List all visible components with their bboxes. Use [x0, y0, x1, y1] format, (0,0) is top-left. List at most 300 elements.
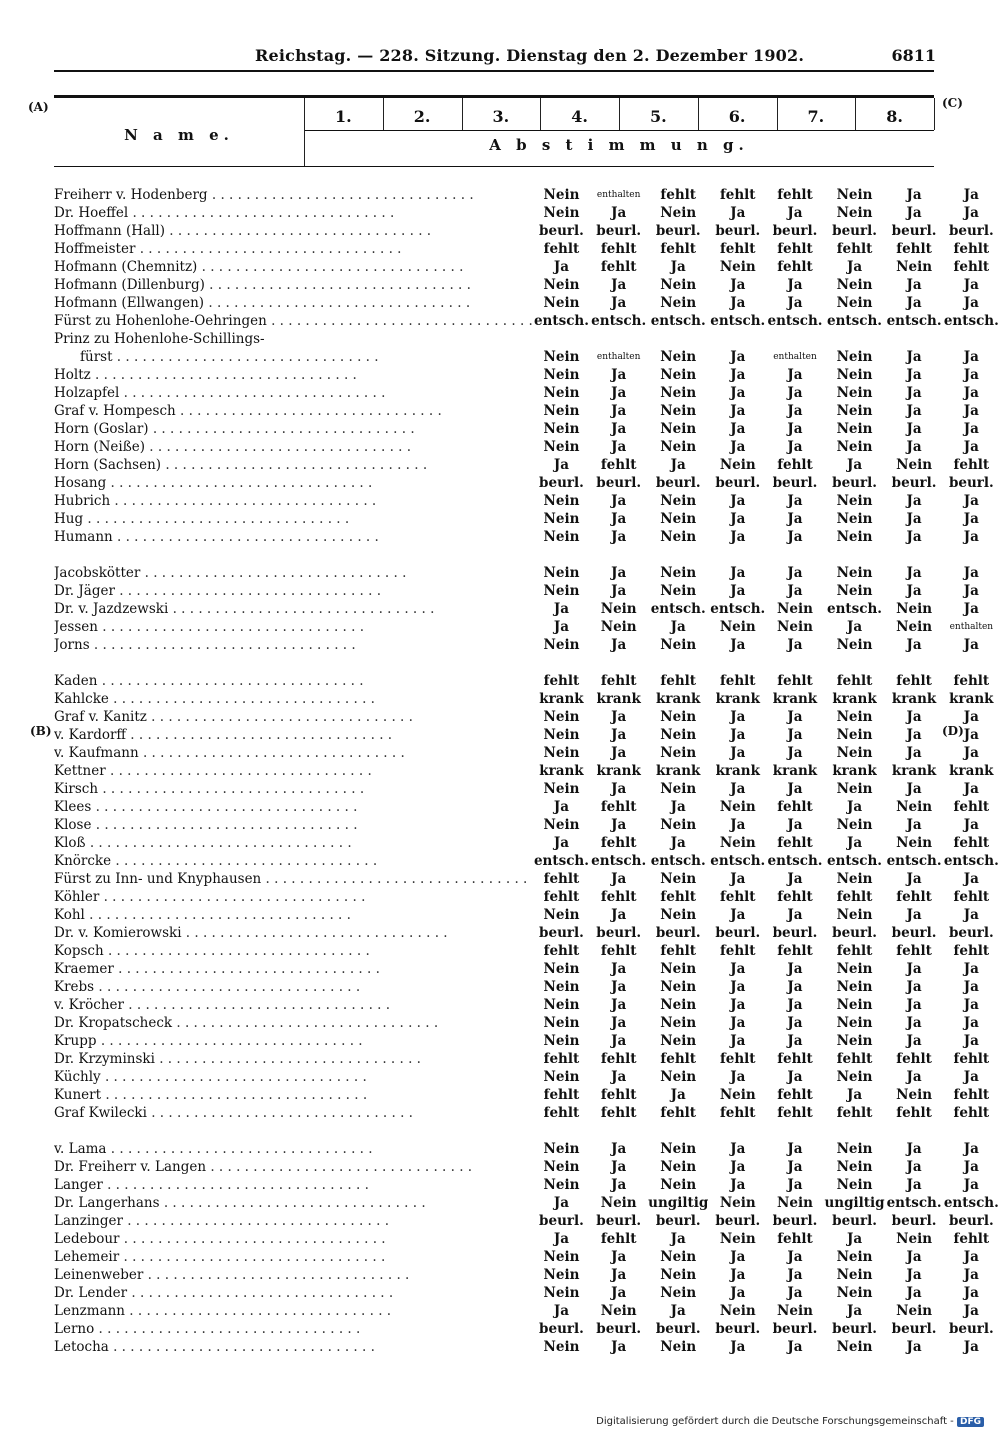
vote-cell: beurl.	[539, 925, 584, 941]
vote-cell: entsch.	[943, 313, 999, 329]
vote-cell: Ja	[730, 1339, 746, 1355]
vote-cell: Nein	[896, 601, 933, 617]
vote-cell: Ja	[963, 745, 979, 761]
vote-cell: Ja	[611, 1249, 627, 1265]
vote-cell: krank	[715, 763, 760, 779]
vote-cell: Nein	[543, 565, 580, 581]
vote-cell: krank	[772, 691, 818, 707]
leader-dots: . . . . . . . . . . . . . . . . . . . . . . . . . . . . . . .	[108, 691, 375, 707]
vote-cell: Nein	[660, 583, 697, 599]
member-name-text: Graf Kwilecki	[54, 1105, 147, 1121]
vote-cell	[943, 330, 1000, 348]
leader-dots: . . . . . . . . . . . . . . . . . . . . . . . . . . . . . . .	[110, 493, 377, 509]
member-name	[54, 438, 533, 456]
member-name	[54, 816, 533, 834]
vote-cell: fehlt	[953, 943, 990, 959]
vote-cell: fehlt	[600, 673, 637, 689]
vote-cell: Ja	[906, 781, 922, 797]
member-name-text: Krebs	[54, 979, 95, 995]
table-row	[54, 528, 1000, 546]
member-name	[54, 384, 533, 402]
vote-cell: enthalten	[773, 352, 817, 362]
member-name-text: v. Kaufmann	[54, 745, 139, 761]
vote-cell: Ja	[963, 205, 979, 221]
leader-dots: . . . . . . . . . . . . . . . . . . . . . . . . . . . . . . .	[204, 277, 471, 293]
vote-cell: Ja	[787, 781, 803, 797]
vote-cell: Nein	[836, 1285, 873, 1301]
table-row	[54, 1230, 1000, 1248]
vote-cell: Ja	[846, 799, 863, 815]
vote-cell: Ja	[963, 781, 979, 797]
vote-cell: Ja	[730, 997, 746, 1013]
member-name-text: Horn (Goslar)	[54, 421, 149, 437]
vote-cell: ungiltig	[648, 1195, 709, 1211]
column-divider	[304, 98, 305, 166]
vote-cell: Ja	[611, 745, 627, 761]
vote-cell: Nein	[896, 457, 933, 473]
member-name	[54, 852, 533, 870]
vote-cell: fehlt	[600, 1051, 637, 1067]
member-name	[54, 456, 533, 474]
column-number-rule	[304, 130, 934, 131]
table-row	[54, 1068, 1000, 1086]
leader-dots: . . . . . . . . . . . . . . . . . . . . . . . . . . . . . . .	[204, 295, 471, 311]
leader-dots: . . . . . . . . . . . . . . . . . . . . . . . . . . . . . . .	[145, 439, 412, 455]
vote-cell: Ja	[906, 385, 922, 401]
column-divider	[540, 98, 541, 130]
member-name	[54, 942, 533, 960]
vote-cell: Ja	[963, 187, 979, 203]
vote-cell: Ja	[730, 1285, 746, 1301]
vote-cell: Ja	[963, 367, 979, 383]
vote-cell: Ja	[906, 565, 922, 581]
vote-cell: Nein	[660, 637, 697, 653]
table-row	[54, 924, 1000, 942]
member-name-text: Hosang	[54, 475, 107, 491]
vote-cell: Nein	[836, 1267, 873, 1283]
leader-dots: . . . . . . . . . . . . . . . . . . . . . . . . . . . . . . .	[140, 565, 407, 581]
vote-cell: Nein	[836, 1141, 873, 1157]
vote-cell: Nein	[719, 799, 756, 815]
member-name-text: Fürst zu Inn- und Knyphausen	[54, 871, 262, 887]
vote-cell: Ja	[787, 205, 803, 221]
vote-cell: Nein	[836, 277, 873, 293]
table-row	[54, 186, 1000, 204]
vote-cell: Ja	[963, 871, 979, 887]
vote-cell: fehlt	[953, 1087, 990, 1103]
vote-cell: Ja	[730, 1033, 746, 1049]
group-spacer	[54, 1122, 1000, 1140]
table-row	[54, 1014, 1000, 1032]
member-name-text: Graf v. Hompesch	[54, 403, 176, 419]
vote-cell: Ja	[730, 961, 746, 977]
vote-cell: Ja	[611, 367, 627, 383]
leader-dots: . . . . . . . . . . . . . . . . . . . . . . . . . . . . . . .	[106, 475, 373, 491]
vote-cell: krank	[656, 763, 701, 779]
footer-credit	[596, 1416, 984, 1427]
vote-cell: fehlt	[836, 241, 873, 257]
leader-dots: . . . . . . . . . . . . . . . . . . . . . . . . . . . . . . .	[112, 349, 379, 365]
member-name-text: Kunert	[54, 1087, 102, 1103]
vote-cell: Ja	[906, 1285, 922, 1301]
table-row	[54, 996, 1000, 1014]
table-row	[54, 1320, 1000, 1338]
vote-cell: entsch.	[886, 853, 942, 869]
column-divider	[383, 98, 384, 130]
column-number-1: 1.	[335, 107, 352, 126]
vote-cell: Ja	[846, 259, 863, 275]
leader-dots: . . . . . . . . . . . . . . . . . . . . . . . . . . . . . . .	[99, 889, 366, 905]
table-row	[54, 834, 1000, 852]
margin-mark-a: (A)	[28, 100, 49, 114]
vote-cell: Ja	[906, 1177, 922, 1193]
leader-dots: . . . . . . . . . . . . . . . . . . . . . . . . . . . . . . .	[105, 763, 372, 779]
member-name-text: Lanzinger	[54, 1213, 123, 1229]
member-name	[54, 636, 533, 654]
vote-cell: Ja	[730, 493, 746, 509]
vote-cell: beurl.	[832, 925, 877, 941]
vote-cell: Ja	[787, 1249, 803, 1265]
leader-dots: . . . . . . . . . . . . . . . . . . . . . . . . . . . . . . .	[125, 1303, 392, 1319]
vote-cell: Nein	[543, 1285, 580, 1301]
member-name-text: Langer	[54, 1177, 103, 1193]
vote-cell: Nein	[660, 511, 697, 527]
table-row	[54, 240, 1000, 258]
vote-cell: Ja	[611, 871, 627, 887]
column-divider	[934, 98, 935, 130]
vote-cell: Nein	[543, 187, 580, 203]
leader-dots: . . . . . . . . . . . . . . . . . . . . . . . . . . . . . . .	[135, 241, 402, 257]
table-row	[54, 618, 1000, 636]
vote-cell: enthalten	[596, 190, 641, 200]
vote-cell: beurl.	[832, 475, 877, 491]
column-number-6: 6.	[728, 107, 746, 126]
vote-cell: fehlt	[600, 259, 637, 275]
vote-cell: Ja	[730, 529, 746, 545]
member-name	[54, 618, 533, 636]
vote-cell: Ja	[906, 817, 922, 833]
vote-cell: Nein	[543, 367, 580, 383]
leader-dots: . . . . . . . . . . . . . . . . . . . . . . . . . . . . . . .	[94, 979, 361, 995]
member-name	[54, 1266, 533, 1284]
leader-dots: . . . . . . . . . . . . . . . . . . . . . . . . . . . . . . .	[148, 421, 415, 437]
table-row	[54, 762, 1000, 780]
vote-cell: Ja	[553, 619, 570, 635]
vote-cell: fehlt	[543, 943, 580, 959]
vote-cell: Nein	[719, 1231, 756, 1247]
vote-cell: fehlt	[777, 457, 813, 473]
vote-cell: Ja	[906, 493, 922, 509]
vote-cell: fehlt	[777, 1051, 813, 1067]
vote-cell: Nein	[896, 619, 933, 635]
member-name-text: Hoffmeister	[54, 241, 136, 257]
vote-cell: Ja	[906, 1267, 922, 1283]
vote-cell: Ja	[611, 511, 627, 527]
vote-cell: Nein	[660, 979, 697, 995]
vote-cell: Ja	[787, 403, 803, 419]
vote-cell: fehlt	[719, 1051, 756, 1067]
member-name	[54, 672, 533, 690]
member-name-text: Letocha	[54, 1339, 109, 1355]
vote-cell: Nein	[543, 583, 580, 599]
vote-cell: Ja	[846, 619, 863, 635]
vote-cell: Ja	[730, 871, 746, 887]
vote-cell: enthalten	[949, 622, 994, 632]
vote-cell: fehlt	[719, 1105, 756, 1121]
member-name	[54, 1068, 533, 1086]
table-row	[54, 564, 1000, 582]
vote-cell: Nein	[660, 403, 697, 419]
vote-cell: Nein	[719, 1087, 756, 1103]
vote-cell: Nein	[543, 817, 580, 833]
vote-cell	[709, 330, 766, 348]
member-name	[54, 600, 533, 618]
vote-cell: Ja	[611, 907, 627, 923]
table-row	[54, 690, 1000, 708]
vote-cell: Nein	[836, 1177, 873, 1193]
vote-cell: entsch.	[943, 1195, 999, 1211]
vote-cell: Nein	[836, 1015, 873, 1031]
member-name-text: Dr. Langerhans	[54, 1195, 160, 1211]
vote-cell: Nein	[719, 619, 756, 635]
vote-cell: beurl.	[596, 1213, 642, 1229]
member-name	[54, 510, 533, 528]
vote-cell: Ja	[553, 1303, 570, 1319]
vote-cell: Nein	[660, 907, 697, 923]
member-name-text: Kirsch	[54, 781, 99, 797]
vote-cell: fehlt	[719, 241, 756, 257]
vote-cell: Ja	[611, 1159, 627, 1175]
vote-cell: Nein	[836, 385, 873, 401]
vote-cell: Ja	[906, 961, 922, 977]
vote-cell: Ja	[611, 961, 627, 977]
leader-dots: . . . . . . . . . . . . . . . . . . . . . . . . . . . . . . .	[97, 619, 365, 635]
leader-dots: . . . . . . . . . . . . . . . . . . . . . . . . . . . . . . .	[84, 907, 351, 923]
vote-cell: Nein	[543, 979, 580, 995]
vote-cell: Ja	[611, 277, 627, 293]
vote-cell: Ja	[906, 349, 922, 365]
table-row	[54, 1032, 1000, 1050]
leader-dots: . . . . . . . . . . . . . . . . . . . . . . . . . . . . . . .	[123, 997, 391, 1013]
member-name	[54, 582, 533, 600]
vote-cell: Ja	[611, 583, 627, 599]
vote-cell: Nein	[660, 1285, 697, 1301]
vote-cell: fehlt	[953, 259, 990, 275]
table-row	[54, 1284, 1000, 1302]
member-name-text: Jorns	[54, 637, 90, 653]
vote-cell: Ja	[730, 1267, 746, 1283]
vote-cell: Ja	[670, 457, 686, 473]
vote-cell: Ja	[787, 871, 803, 887]
column-divider	[698, 98, 699, 130]
vote-cell: Nein	[836, 565, 873, 581]
vote-cell: Ja	[846, 835, 863, 851]
vote-cell: Ja	[906, 205, 922, 221]
vote-cell: fehlt	[836, 1105, 873, 1121]
vote-cell: Ja	[963, 1285, 979, 1301]
vote-cell: Ja	[611, 1267, 627, 1283]
vote-cell: Nein	[836, 1339, 873, 1355]
member-name	[54, 222, 533, 240]
vote-cell: Nein	[543, 1033, 580, 1049]
vote-cell: Nein	[600, 619, 637, 635]
vote-cell: Ja	[611, 1177, 627, 1193]
column-number-5: 5.	[650, 107, 667, 126]
leader-dots: . . . . . . . . . . . . . . . . . . . . . . . . . . . . . . .	[108, 1339, 375, 1355]
table-row	[54, 492, 1000, 510]
footer-text: Digitalisierung gefördert durch die Deutsche Forschungsgemeinschaft -	[596, 1416, 954, 1427]
vote-cell: beurl.	[655, 223, 701, 239]
vote-cell: fehlt	[660, 241, 696, 257]
vote-cell	[533, 330, 590, 348]
vote-cell: Ja	[787, 1069, 803, 1085]
vote-cell: beurl.	[539, 475, 584, 491]
table-row	[54, 888, 1000, 906]
vote-cell: Ja	[611, 997, 627, 1013]
vote-cell: Ja	[730, 205, 746, 221]
column-divider	[619, 98, 620, 130]
vote-cell: Ja	[611, 385, 627, 401]
vote-cell: Nein	[896, 1303, 933, 1319]
vote-cell: Ja	[787, 637, 803, 653]
vote-cell: Ja	[787, 745, 803, 761]
vote-cell: Ja	[787, 1339, 803, 1355]
vote-cell: Nein	[660, 709, 697, 725]
member-name	[54, 1176, 533, 1194]
vote-cell: Nein	[660, 1249, 697, 1265]
vote-cell: Nein	[836, 997, 873, 1013]
vote-cell: Nein	[660, 565, 697, 581]
vote-cell: entsch.	[710, 313, 766, 329]
vote-cell: Ja	[906, 1033, 922, 1049]
vote-cell: Ja	[787, 367, 803, 383]
vote-cell: fehlt	[660, 187, 696, 203]
vote-cell: Nein	[660, 493, 697, 509]
member-name	[54, 312, 533, 330]
leader-dots: . . . . . . . . . . . . . . . . . . . . . . . . . . . . . . .	[168, 601, 435, 617]
leader-dots: . . . . . . . . . . . . . . . . . . . . . . . . . . . . . . .	[161, 457, 428, 473]
member-name	[54, 798, 533, 816]
vote-cell: fehlt	[660, 673, 696, 689]
vote-cell: Ja	[906, 979, 922, 995]
leader-dots: . . . . . . . . . . . . . . . . . . . . . . . . . . . . . . .	[206, 1159, 473, 1175]
vote-cell: Nein	[600, 1303, 637, 1319]
dfg-logo: DFG	[957, 1417, 984, 1427]
vote-cell: Nein	[836, 1069, 873, 1085]
member-name	[54, 366, 533, 384]
vote-cell: Nein	[543, 1069, 580, 1085]
vote-cell: Ja	[787, 709, 803, 725]
vote-cell: krank	[949, 691, 994, 707]
member-name-text: Klose	[54, 817, 92, 833]
member-name-text: Holtz	[54, 367, 91, 383]
vote-cell: fehlt	[600, 835, 637, 851]
vote-cell: fehlt	[836, 889, 873, 905]
table-row	[54, 384, 1000, 402]
member-name-text: Dr. v. Komierowski	[54, 925, 182, 941]
vote-cell: entsch.	[710, 853, 766, 869]
vote-cell: Ja	[730, 349, 746, 365]
vote-cell: Nein	[543, 1249, 580, 1265]
vote-cell: beurl.	[655, 1213, 701, 1229]
vote-cell: Nein	[836, 709, 873, 725]
leader-dots: . . . . . . . . . . . . . . . . . . . . . . . . . . . . . . .	[119, 1231, 386, 1247]
vote-cell: beurl.	[832, 1321, 877, 1337]
vote-cell: fehlt	[600, 1087, 637, 1103]
vote-cell: fehlt	[896, 943, 932, 959]
vote-cell: Nein	[660, 385, 697, 401]
vote-cell: Ja	[906, 637, 922, 653]
member-name	[54, 1320, 533, 1338]
member-name	[54, 1194, 533, 1212]
member-name-text: Jacobskötter	[54, 565, 141, 581]
leader-dots: . . . . . . . . . . . . . . . . . . . . . . . . . . . . . . .	[101, 1087, 368, 1103]
vote-cell: Ja	[787, 493, 803, 509]
vote-cell: entsch.	[886, 313, 942, 329]
vote-cell: fehlt	[600, 943, 637, 959]
vote-cell: Ja	[787, 421, 803, 437]
vote-cell: beurl.	[948, 925, 994, 941]
vote-cell: Ja	[906, 403, 922, 419]
column-number-7: 7.	[807, 107, 825, 126]
member-name-text: Fürst zu Hohenlohe-Oehringen	[54, 313, 267, 329]
vote-cell: entsch.	[827, 601, 883, 617]
vote-cell: beurl.	[948, 223, 994, 239]
page-number: 6811	[891, 46, 936, 65]
vote-cell: entsch.	[650, 853, 706, 869]
vote-cell: fehlt	[543, 1051, 580, 1067]
vote-cell: fehlt	[543, 1087, 580, 1103]
vote-cell: Ja	[611, 1015, 627, 1031]
vote-cell: Ja	[730, 511, 746, 527]
table-row	[54, 816, 1000, 834]
member-name	[54, 1014, 533, 1032]
vote-cell: beurl.	[772, 223, 818, 239]
leader-dots: . . . . . . . . . . . . . . . . . . . . . . . . . . . . . . .	[98, 781, 365, 797]
table-row	[54, 870, 1000, 888]
member-name-text: Jessen	[54, 619, 98, 635]
vote-cell: Ja	[963, 637, 979, 653]
member-name	[54, 744, 533, 762]
vote-cell: Ja	[611, 1285, 627, 1301]
member-name-text: Holzapfel	[54, 385, 120, 401]
member-name-text: Hofmann (Ellwangen)	[54, 295, 205, 311]
vote-cell: Ja	[906, 187, 922, 203]
vote-cell: Ja	[730, 1141, 746, 1157]
vote-cell: Ja	[553, 1195, 570, 1211]
vote-cell: Ja	[963, 583, 979, 599]
vote-cell: Nein	[660, 421, 697, 437]
vote-cell: Ja	[906, 1159, 922, 1175]
table-row	[54, 312, 1000, 330]
vote-cell: entsch.	[650, 601, 706, 617]
table-row	[54, 708, 1000, 726]
vote-cell: Nein	[777, 1195, 813, 1211]
leader-dots: . . . . . . . . . . . . . . . . . . . . . . . . . . . . . . .	[113, 961, 380, 977]
vote-cell: fehlt	[896, 889, 932, 905]
vote-cell: Ja	[963, 1339, 979, 1355]
vote-cell: Ja	[963, 403, 979, 419]
vote-cell: Ja	[730, 637, 746, 653]
table-row	[54, 258, 1000, 276]
leader-dots: . . . . . . . . . . . . . . . . . . . . . . . . . . . . . . .	[122, 1213, 389, 1229]
vote-cell: Nein	[836, 583, 873, 599]
vote-cell: Ja	[787, 1177, 803, 1193]
table-header-bottom-rule	[54, 166, 934, 167]
vote-cell: fehlt	[777, 943, 813, 959]
vote-cell: krank	[949, 763, 994, 779]
vote-cell: fehlt	[719, 673, 756, 689]
